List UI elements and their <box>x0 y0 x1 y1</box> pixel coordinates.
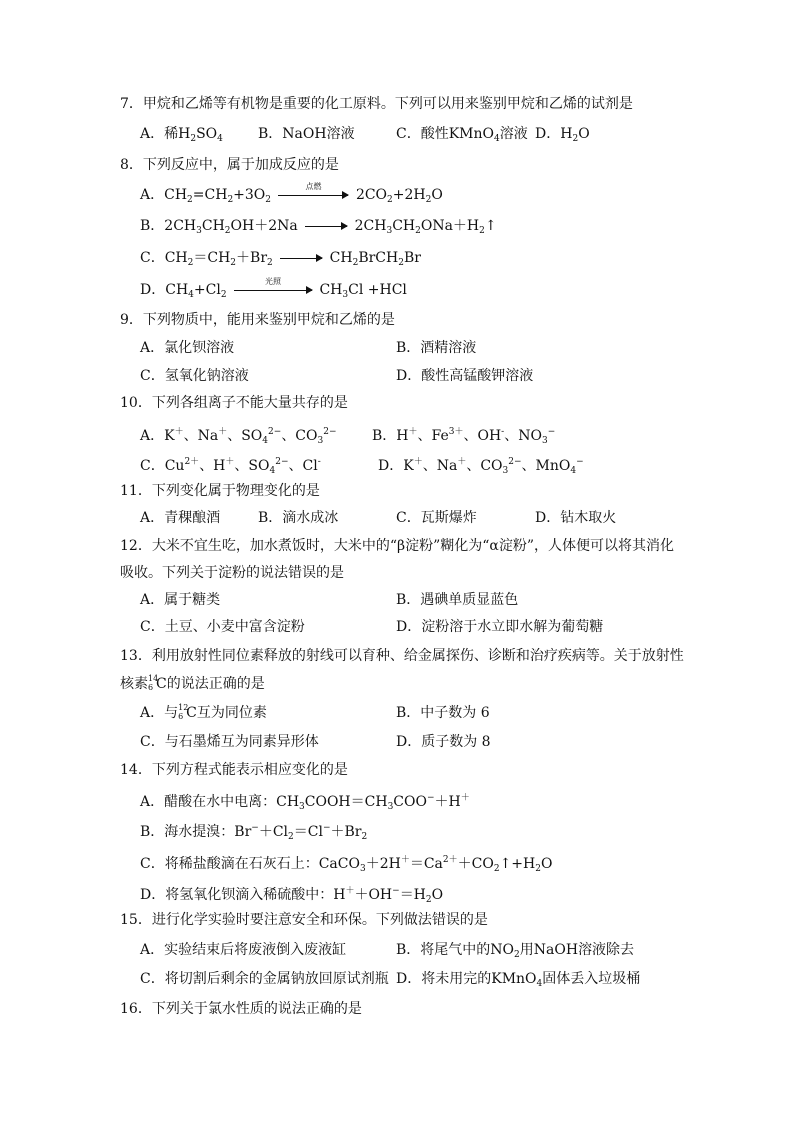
question-14-option-c: C．将稀盐酸滴在石灰石上：$CaCO_3+2H^+=Ca^{2+}+CO_2↑+H_2O$ <box>140 855 553 874</box>
question-14-option-b: B．海水提溴：$Br^-+Cl_2=Cl^-+Br_2$ <box>140 823 368 842</box>
question-12-option-d: D．淀粉溶于水立即水解为葡萄糖 <box>396 619 604 635</box>
question-8-stem: 8．下列反应中，属于加成反应的是 <box>120 157 339 173</box>
question-7-stem: 7．甲烷和乙烯等有机物是重要的化工原料。下列可以用来鉴别甲烷和乙烯的试剂是 <box>120 96 633 112</box>
question-11-option-a: A．青稞酿酒 <box>140 510 221 526</box>
question-10-option-c: C．$Cu^{2+}$、H＋、$SO_4^{2-}$、Cl- <box>140 457 321 476</box>
question-16-stem: 16．下列关于氯水性质的说法正确的是 <box>120 1001 362 1017</box>
question-14-option-a: A．醋酸在水中电离：$CH_3COOH=CH_3COO^-+H^+$ <box>140 793 470 812</box>
question-9-option-d: D．酸性高锰酸钾溶液 <box>396 368 534 384</box>
question-14-stem: 14．下列方程式能表示相应变化的是 <box>120 762 348 778</box>
question-9-stem: 9．下列物质中，能用来鉴别甲烷和乙烯的是 <box>120 312 395 328</box>
question-13-option-a: A．与 12 6 C互为同位素 <box>140 703 267 721</box>
question-15-option-d: D．将未用完的KMnO$_4$固体丢入垃圾桶 <box>396 971 641 989</box>
question-7-option-c: C．酸性KMnO$_4$溶液 <box>396 126 528 144</box>
question-8-option-c: C．$CH_2=CH_2+Br_2$ $CH_2BrCH_2Br$ <box>140 250 421 268</box>
question-10-stem: 10．下列各组离子不能大量共存的是 <box>120 395 348 411</box>
question-12-option-c: C．土豆、小麦中富含淀粉 <box>140 619 305 635</box>
question-7-option-a: A．稀$H_2SO_4$ <box>140 126 223 144</box>
question-12-stem-line-1: 12．大米不宜生吃，加水煮饭时，大米中的“β淀粉”糊化为“α淀粉”，人体便可以将其消化 <box>120 538 674 554</box>
question-15-option-b: B．将尾气中的$NO_2$用NaOH溶液除去 <box>396 942 635 960</box>
question-11-stem: 11．下列变化属于物理变化的是 <box>120 483 320 499</box>
reaction-arrow: 点燃 <box>278 189 348 201</box>
question-8-option-d: D．$CH_4+Cl_2$ 光照 $CH_3Cl +HCl$ <box>140 277 407 300</box>
reaction-arrow: 光照 <box>234 284 312 296</box>
nuclide-notation: 12 6 <box>178 703 189 721</box>
question-14-option-d: D．将氢氧化钡滴入稀硫酸中：$H^++OH^-=H_2O$ <box>140 886 444 905</box>
question-13-option-b: B．中子数为 6 <box>396 705 490 721</box>
question-13-stem-line-1: 13．利用放射性同位素释放的射线可以育种、给金属探伤、诊断和治疗疾病等。关于放射性 <box>120 648 684 664</box>
question-10-option-b: B．H＋、$Fe^{3+}$、OH-、$NO_3^-$ <box>372 427 556 446</box>
question-11-option-c: C．瓦斯爆炸 <box>396 510 477 526</box>
reaction-arrow <box>280 252 322 264</box>
question-8-option-b: B．$2CH_3CH_2OH+2Na$ $2CH_3CH_2ONa+H_2↑$ <box>140 218 497 236</box>
question-12-stem-line-2: 吸收。下列关于淀粉的说法错误的是 <box>120 565 344 581</box>
question-13-option-c: C．与石墨烯互为同素异形体 <box>140 734 319 750</box>
question-10-option-d: D．K＋、Na＋、$CO_3^{2-}$、MnO$_4$− <box>378 457 584 476</box>
question-11-option-b: B．滴水成冰 <box>258 510 339 526</box>
question-15-stem: 15．进行化学实验时要注意安全和环保。下列做法错误的是 <box>120 912 488 928</box>
question-15-option-c: C．将切割后剩余的金属钠放回原试剂瓶 <box>140 971 389 987</box>
question-9-option-c: C．氢氧化钠溶液 <box>140 368 249 384</box>
nuclide-notation: 14 6 <box>148 674 159 692</box>
question-10-option-a: A．K＋、Na＋、$SO_4^{2-}$、$CO_3^{2-}$ <box>140 427 337 446</box>
question-13-stem-line-2: 核素 14 6 C的说法正确的是 <box>120 674 265 692</box>
question-7-option-b: B．NaOH溶液 <box>258 126 355 142</box>
question-9-option-b: B．酒精溶液 <box>396 340 477 356</box>
question-11-option-d: D．钻木取火 <box>535 510 617 526</box>
question-13-option-d: D．质子数为 8 <box>396 734 491 750</box>
question-7-option-d: D．$H_2O$ <box>535 126 590 144</box>
question-15-option-a: A．实验结束后将废液倒入废液缸 <box>140 942 347 958</box>
question-12-option-a: A．属于糖类 <box>140 592 221 608</box>
reaction-arrow <box>305 220 347 232</box>
question-12-option-b: B．遇碘单质显蓝色 <box>396 592 519 608</box>
question-8-option-a: A．$CH_2=CH_2+3O_2$ 点燃 $2CO_2+2H_2O$ <box>140 182 443 205</box>
question-9-option-a: A．氯化钡溶液 <box>140 340 235 356</box>
